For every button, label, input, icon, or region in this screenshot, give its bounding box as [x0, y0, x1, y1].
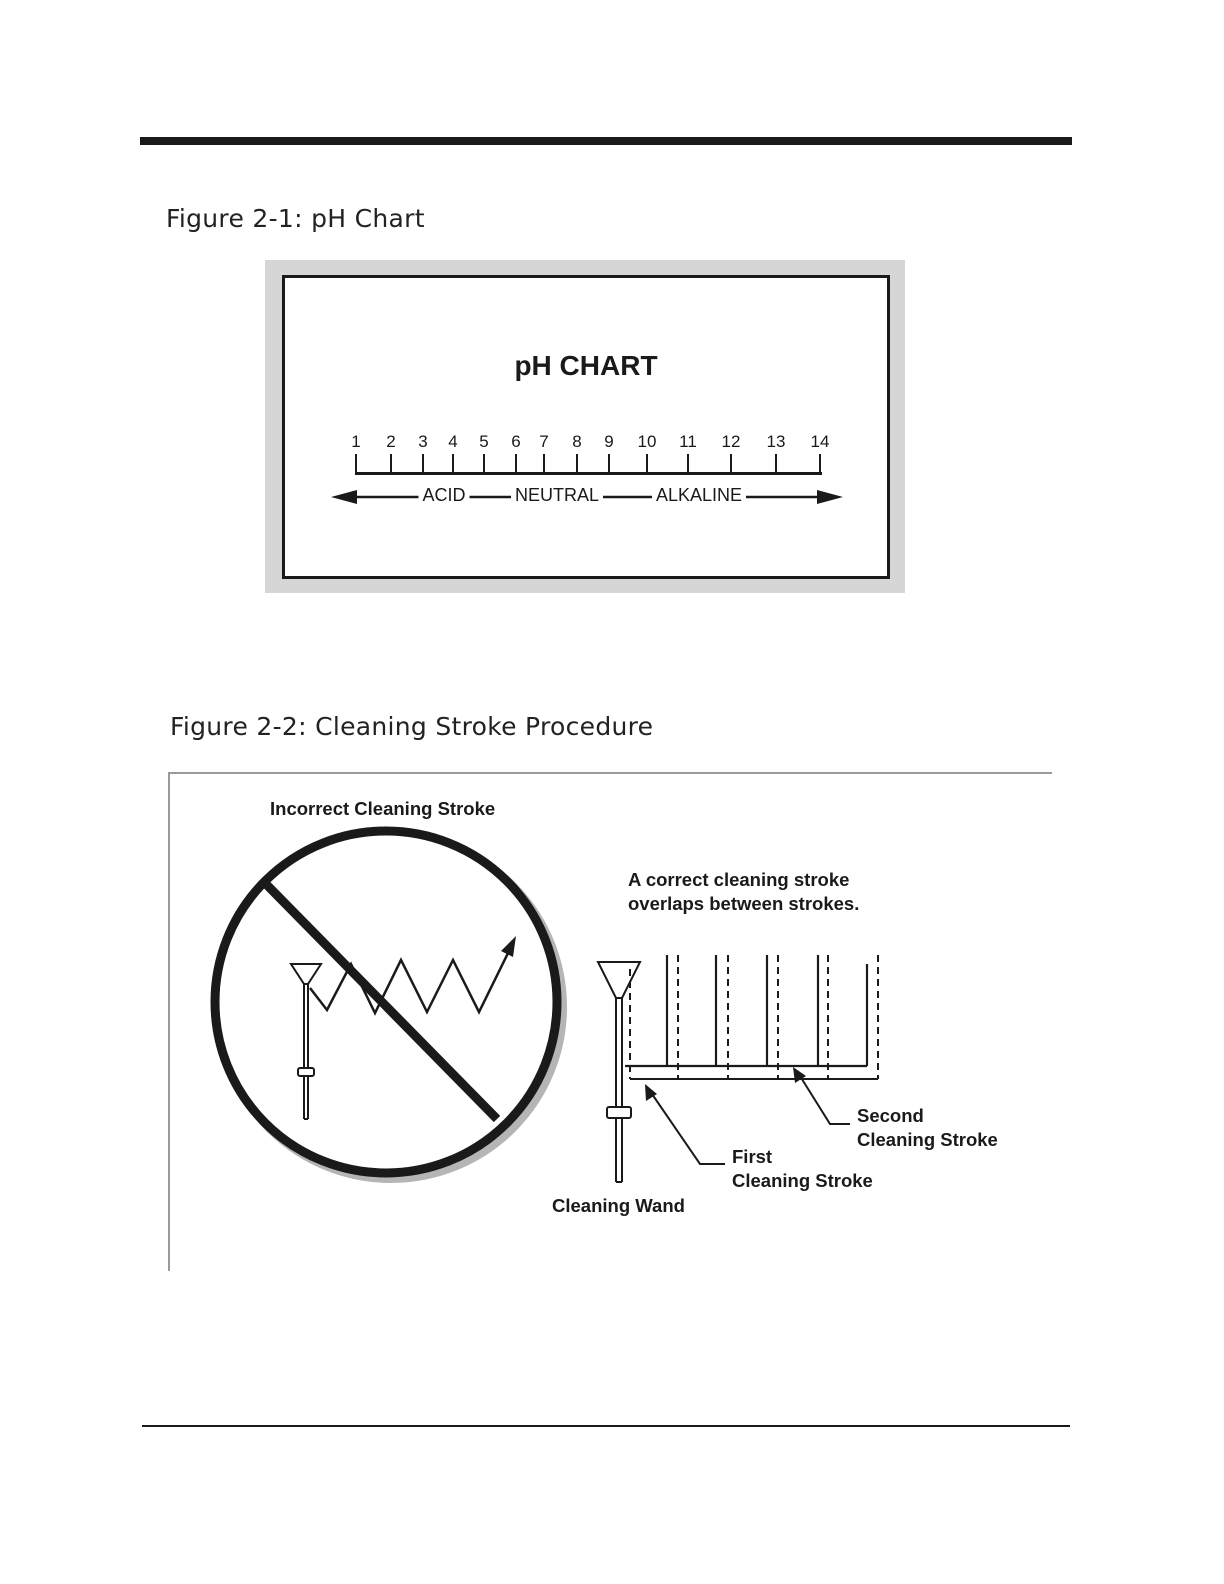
ph-tick-mark — [452, 454, 454, 472]
header-rule — [140, 137, 1072, 145]
footer-rule — [142, 1425, 1070, 1427]
cleaning-wand-label: Cleaning Wand — [552, 1195, 685, 1216]
ph-tick-label: 10 — [637, 432, 657, 451]
ph-tick-label: 1 — [351, 432, 361, 451]
ph-chart-panel — [282, 275, 890, 579]
correct-wand-icon — [598, 962, 640, 1182]
second-stroke-label-line1: Second — [857, 1105, 924, 1126]
ph-tick-label: 11 — [679, 432, 697, 451]
left-arrow-icon — [331, 490, 357, 504]
incorrect-stroke-label: Incorrect Cleaning Stroke — [270, 798, 496, 819]
first-stroke-label — [732, 1145, 873, 1193]
ph-tick-mark — [646, 454, 648, 472]
figure-2-2-caption: Figure 2-2: Cleaning Stroke Procedure — [170, 712, 654, 741]
ph-tick-mark — [355, 454, 357, 472]
ph-chart-frame — [265, 260, 905, 593]
alkaline-label: ALKALINE — [652, 485, 746, 506]
cleaning-stroke-figure — [168, 772, 1052, 1271]
ph-tick-label: 7 — [539, 432, 549, 451]
neutral-label: NEUTRAL — [511, 485, 603, 506]
figure-2-1-caption: Figure 2-1: pH Chart — [166, 204, 425, 233]
ph-tick-mark — [775, 454, 777, 472]
ph-tick-mark — [687, 454, 689, 472]
ph-tick-label: 8 — [572, 432, 582, 451]
ph-tick-mark — [422, 454, 424, 472]
correct-stroke-note-line1: A correct cleaning stroke — [628, 869, 850, 890]
ph-scale-axis — [355, 472, 822, 475]
acid-label: ACID — [418, 485, 469, 506]
second-stroke-label — [857, 1104, 998, 1152]
ph-tick-label: 9 — [604, 432, 614, 451]
correct-stroke-note — [628, 868, 859, 916]
ph-tick-mark — [515, 454, 517, 472]
ph-tick-label: 13 — [766, 432, 786, 451]
first-stroke-label-line2: Cleaning Stroke — [732, 1170, 873, 1191]
ph-tick-label: 4 — [448, 432, 458, 451]
ph-tick-mark — [576, 454, 578, 472]
first-cleaning-stroke-lines — [625, 955, 867, 1066]
ph-tick-label: 14 — [810, 432, 830, 451]
ph-tick-mark — [730, 454, 732, 472]
ph-tick-mark — [608, 454, 610, 472]
ph-tick-label: 3 — [418, 432, 428, 451]
first-stroke-label-line1: First — [732, 1146, 773, 1167]
ph-chart-title: pH CHART — [514, 350, 658, 381]
correct-stroke-note-line2: overlaps between strokes. — [628, 893, 860, 914]
ph-tick-label: 6 — [511, 432, 521, 451]
ph-tick-label: 5 — [479, 432, 489, 451]
right-arrow-icon — [817, 490, 843, 504]
ph-tick-mark — [543, 454, 545, 472]
second-stroke-label-line2: Cleaning Stroke — [857, 1129, 998, 1150]
ph-tick-mark — [819, 454, 821, 472]
ph-tick-mark — [390, 454, 392, 472]
ph-tick-label: 2 — [386, 432, 396, 451]
ph-tick-mark — [483, 454, 485, 472]
ph-tick-label: 12 — [721, 432, 741, 451]
